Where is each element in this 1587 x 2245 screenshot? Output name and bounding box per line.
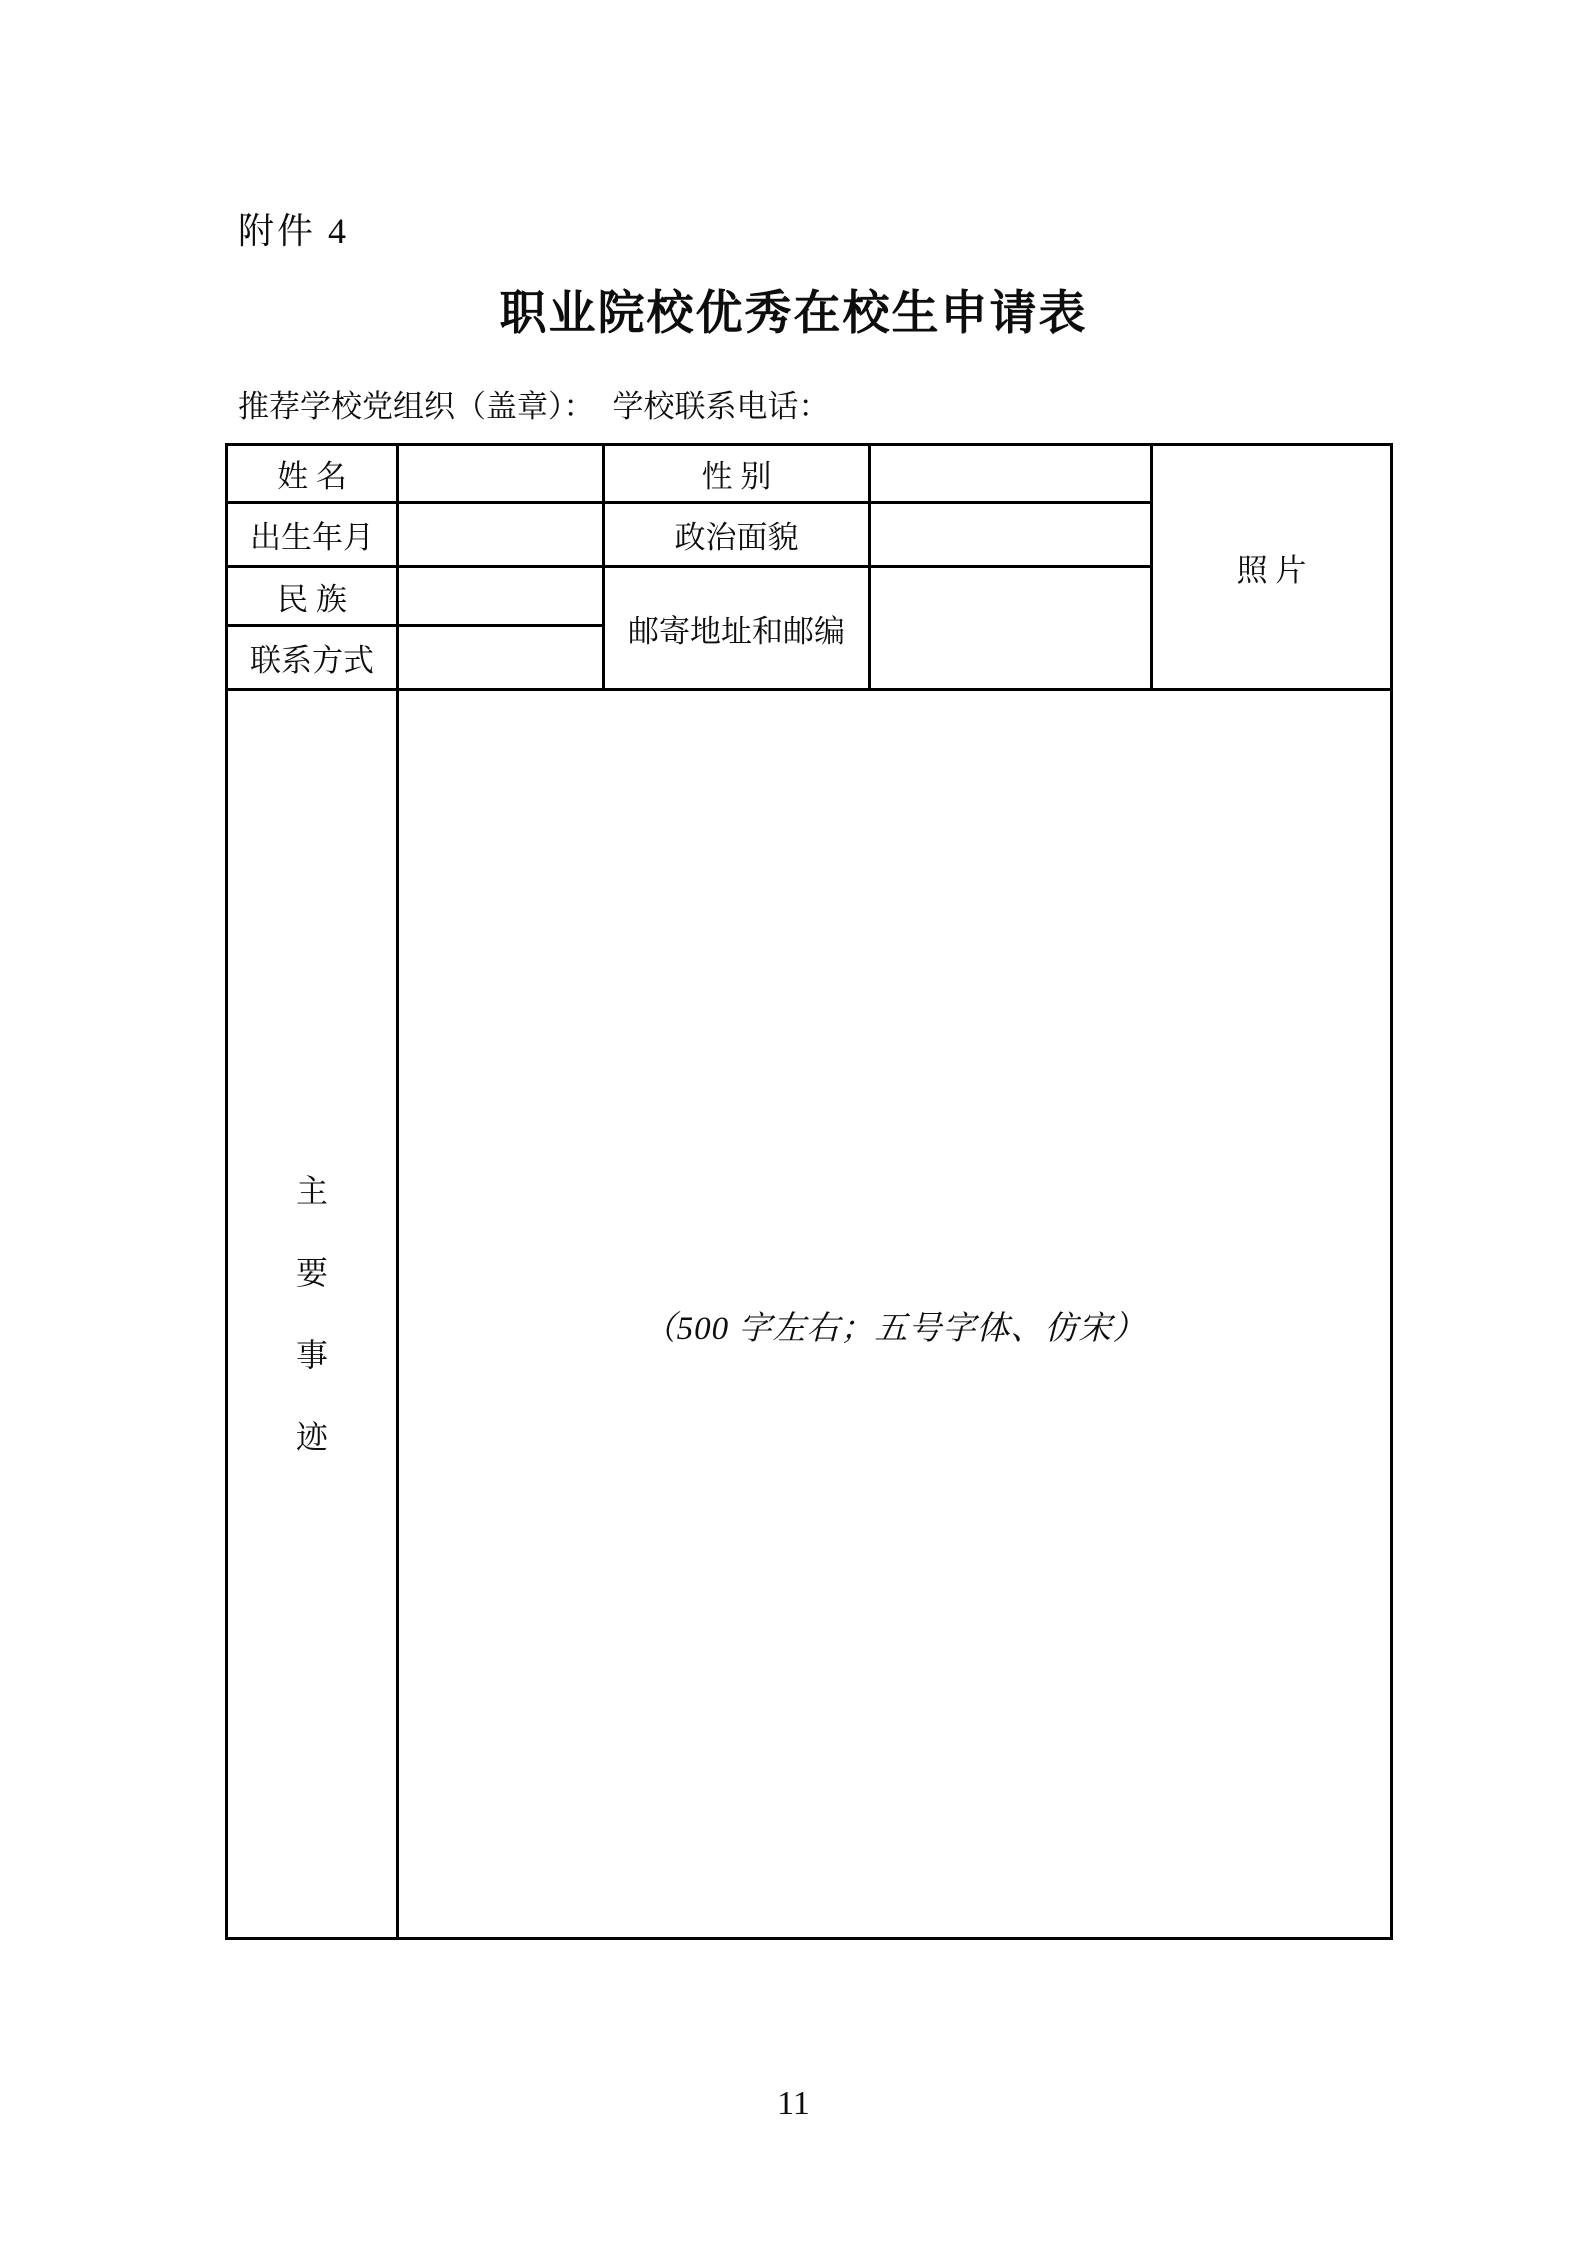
- stamp-label: 推荐学校党组织（盖章）：: [238, 389, 595, 424]
- deeds-label-cell: [227, 690, 398, 1939]
- address-label: 邮寄地址和邮编: [604, 567, 870, 690]
- contact-label: 联系方式: [227, 626, 398, 690]
- table-row: [227, 690, 1392, 1939]
- contact-value-cell[interactable]: [398, 626, 604, 690]
- gender-value-cell[interactable]: [870, 445, 1152, 503]
- page-number: 11: [777, 2085, 810, 2122]
- ethnicity-value-cell[interactable]: [398, 567, 604, 626]
- phone-label: 学校联系电话：: [612, 389, 830, 424]
- birth-label: 出生年月: [227, 503, 398, 567]
- deeds-char: 要: [295, 1255, 328, 1291]
- deeds-char: 迹: [295, 1419, 328, 1455]
- address-value-cell[interactable]: [870, 567, 1152, 690]
- table-row: [227, 445, 1392, 503]
- gender-label: 性 别: [604, 445, 870, 503]
- name-value-cell[interactable]: [398, 445, 604, 503]
- deeds-entry-area[interactable]: [398, 690, 1392, 1939]
- deeds-label: [228, 1175, 396, 1453]
- deeds-char: 主: [295, 1173, 328, 1209]
- name-label: 姓 名: [227, 445, 398, 503]
- deeds-char: 事: [295, 1337, 328, 1373]
- attachment-label: 附件 4: [238, 211, 350, 251]
- subtitle-line: [238, 381, 830, 426]
- photo-cell: 照 片: [1152, 445, 1392, 690]
- applicant-form-table: [225, 443, 1393, 1940]
- political-value-cell[interactable]: [870, 503, 1152, 567]
- deeds-hint: （500 字左右；五号字体、仿宋）: [642, 1310, 1147, 1347]
- page-title: 职业院校优秀在校生申请表: [499, 288, 1088, 340]
- political-label: 政治面貌: [604, 503, 870, 567]
- birth-value-cell[interactable]: [398, 503, 604, 567]
- ethnicity-label: 民 族: [227, 567, 398, 626]
